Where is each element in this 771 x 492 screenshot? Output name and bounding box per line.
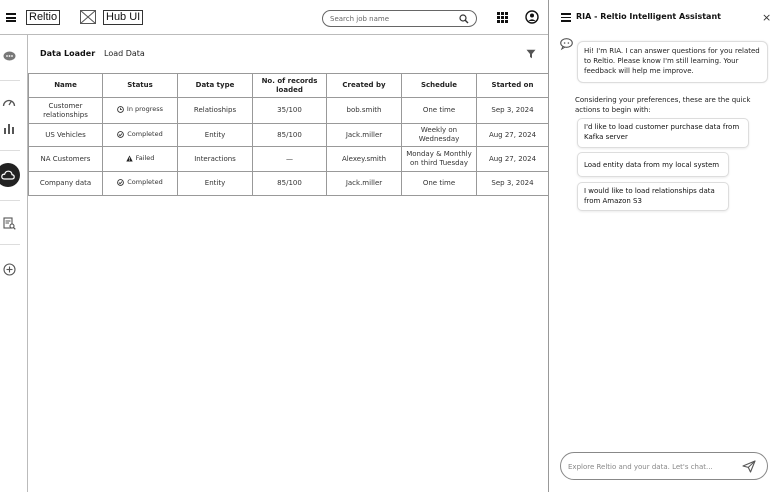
- cell-schedule: Weekly on Wednesday: [402, 124, 477, 147]
- brand-logo[interactable]: Reltio: [26, 10, 60, 25]
- table-row[interactable]: [29, 98, 549, 124]
- cell-created-by: Jack.miller: [327, 172, 402, 196]
- cell-status: [103, 98, 178, 124]
- hamburger-icon[interactable]: [6, 13, 16, 22]
- assistant-title: RIA - Reltio Intelligent Assistant: [576, 12, 721, 21]
- clock-icon: [117, 106, 124, 113]
- dashboard-gauge-icon[interactable]: [1, 94, 17, 110]
- cell-records: 35/100: [253, 98, 327, 124]
- table-row[interactable]: [29, 147, 549, 172]
- check-circle-icon: [117, 179, 124, 186]
- table-row[interactable]: [29, 124, 549, 147]
- column-header-status[interactable]: Status: [103, 74, 178, 98]
- status-label: Failed: [135, 153, 155, 162]
- app-name[interactable]: Hub UI: [103, 10, 143, 25]
- send-icon[interactable]: [742, 460, 756, 473]
- user-icon[interactable]: [525, 10, 539, 24]
- warning-icon: [126, 155, 133, 162]
- search-input[interactable]: [330, 13, 455, 24]
- column-header-started-on[interactable]: Started on: [477, 74, 549, 98]
- page-subtitle: Load Data: [104, 49, 145, 58]
- bot-chat-icon: [560, 38, 574, 50]
- cell-started-on: Sep 3, 2024: [477, 172, 549, 196]
- page-title: Data Loader: [40, 49, 96, 58]
- cell-records: 85/100: [253, 124, 327, 147]
- cell-data-type: Relatioships: [178, 98, 253, 124]
- cloud-icon[interactable]: [0, 163, 20, 187]
- cell-status: [103, 172, 178, 196]
- cell-data-type: Entity: [178, 172, 253, 196]
- column-header-data-type[interactable]: Data type: [178, 74, 253, 98]
- image-placeholder-icon: [80, 10, 96, 24]
- status-label: Completed: [127, 129, 163, 138]
- data-loader-table: [28, 73, 549, 196]
- search-box: [322, 10, 477, 27]
- close-icon[interactable]: ×: [762, 11, 771, 24]
- cell-data-type: Entity: [178, 124, 253, 147]
- cell-name: NA Customers: [29, 147, 103, 172]
- check-circle-icon: [117, 131, 124, 138]
- cell-created-by: Alexey.smith: [327, 147, 402, 172]
- cell-name: US Vehicles: [29, 124, 103, 147]
- cell-started-on: Aug 27, 2024: [477, 147, 549, 172]
- cell-data-type: Interactions: [178, 147, 253, 172]
- assistant-panel: [548, 0, 771, 492]
- cell-schedule: One time: [402, 172, 477, 196]
- column-header-records[interactable]: No. of records loaded: [253, 74, 327, 98]
- table-header-row: [29, 74, 549, 98]
- search-icon[interactable]: [459, 14, 469, 24]
- cell-started-on: Aug 27, 2024: [477, 124, 549, 147]
- cell-records: —: [253, 147, 327, 172]
- cell-started-on: Sep 3, 2024: [477, 98, 549, 124]
- cell-schedule: One time: [402, 98, 477, 124]
- add-circle-icon[interactable]: [1, 261, 17, 277]
- quick-action-kafka[interactable]: I'd like to load customer purchase data from Kafka server: [577, 118, 749, 148]
- chat-input[interactable]: [568, 461, 738, 472]
- cell-name: Customer relationships: [29, 98, 103, 124]
- cell-records: 85/100: [253, 172, 327, 196]
- hamburger-icon[interactable]: [561, 13, 571, 22]
- bar-chart-icon[interactable]: [1, 120, 17, 136]
- top-header: [0, 0, 548, 35]
- quick-actions-intro: Considering your preferences, these are the quick actions to begin with:: [575, 96, 751, 114]
- left-nav-rail: [0, 35, 28, 492]
- assistant-greeting-message: Hi! I'm RIA. I can answer questions for you related to Reltio. Please know I'm still learning. Your feedback will help me improve.: [577, 41, 768, 83]
- status-label: In progress: [126, 105, 164, 113]
- grid-icon[interactable]: [497, 12, 508, 23]
- document-search-icon[interactable]: [1, 215, 17, 231]
- quick-action-local-entity[interactable]: Load entity data from my local system: [577, 152, 729, 177]
- cell-name: Company data: [29, 172, 103, 196]
- table-row[interactable]: [29, 172, 549, 196]
- cell-created-by: bob.smith: [327, 98, 402, 124]
- chat-icon[interactable]: [1, 48, 17, 64]
- cell-status: [103, 147, 178, 172]
- column-header-created-by[interactable]: Created by: [327, 74, 402, 98]
- column-header-schedule[interactable]: Schedule: [402, 74, 477, 98]
- cell-created-by: Jack.miller: [327, 124, 402, 147]
- filter-icon[interactable]: [526, 49, 536, 59]
- cell-schedule: Monday & Monthly on third Tuesday: [402, 147, 477, 172]
- chat-input-box: [560, 452, 768, 480]
- quick-action-amazon-s3[interactable]: I would like to load relationships data from Amazon S3: [577, 182, 729, 211]
- cell-status: [103, 124, 178, 147]
- status-label: Completed: [127, 178, 163, 186]
- column-header-name[interactable]: Name: [29, 74, 103, 98]
